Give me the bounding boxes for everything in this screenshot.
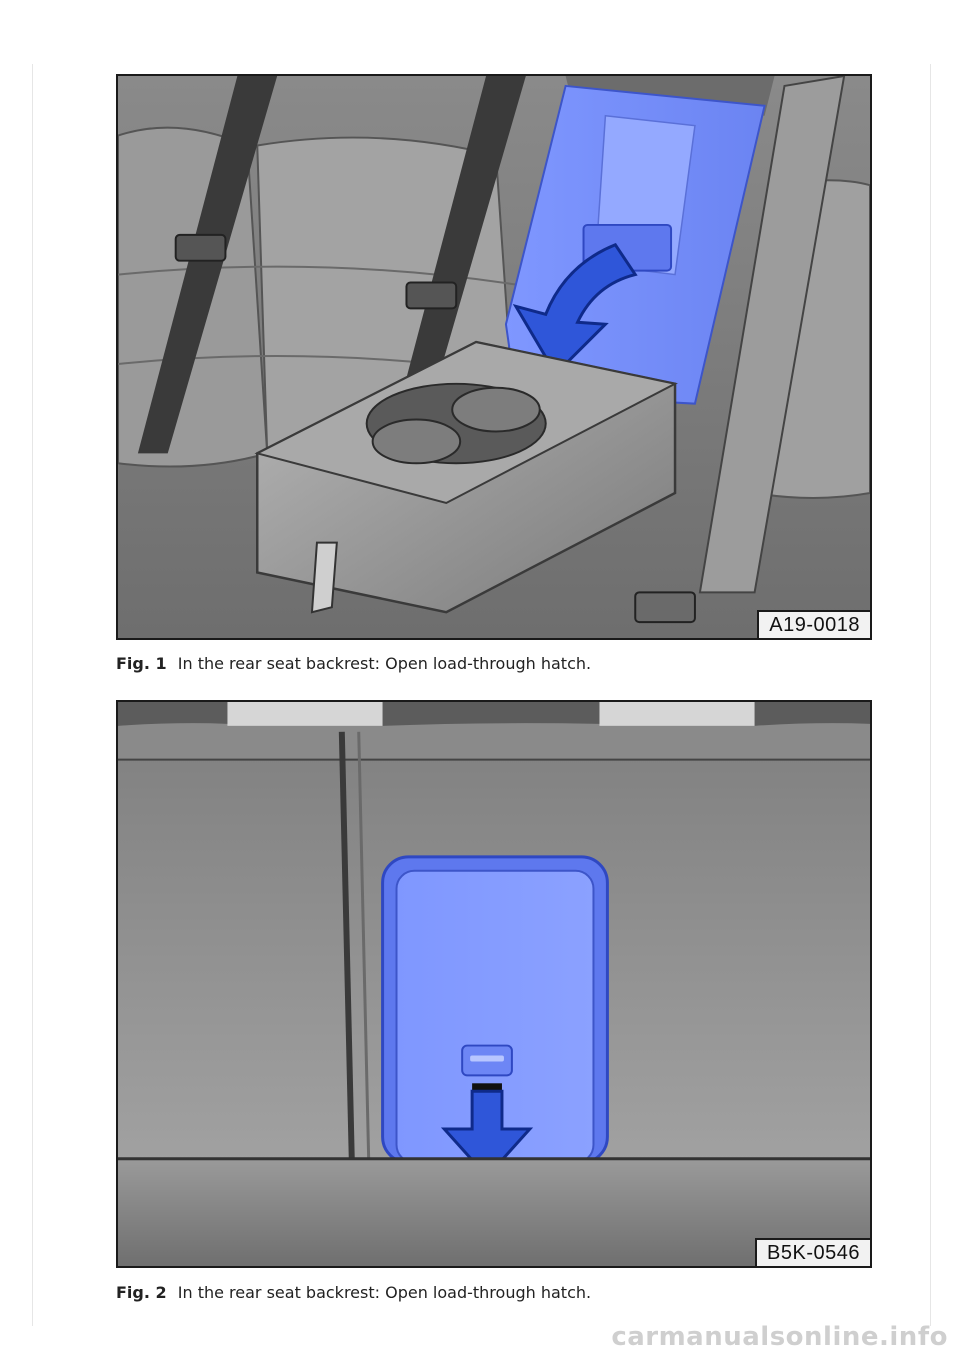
figure-2-label: Fig. 2: [116, 1283, 167, 1302]
figure-1-illustration: [116, 74, 872, 640]
figure-1-caption: [116, 654, 591, 673]
figure-2-caption: [116, 1283, 591, 1302]
armrest-illustration: [118, 76, 870, 638]
site-watermark: carmanualsonline.info: [611, 1322, 948, 1352]
figure-code: B5K-0546: [755, 1238, 870, 1266]
figure-code: A19-0018: [757, 610, 870, 638]
figure-1-label: Fig. 1: [116, 654, 167, 673]
figure-2-illustration: [116, 700, 872, 1268]
page-left-rule: [32, 64, 33, 1326]
figure-2-text: In the rear seat backrest: Open load-through hatch.: [177, 1283, 592, 1302]
page-right-rule: [930, 64, 931, 1326]
backrest-hatch-illustration: [118, 702, 870, 1266]
figure-1-text: In the rear seat backrest: Open load-through hatch.: [177, 654, 592, 673]
